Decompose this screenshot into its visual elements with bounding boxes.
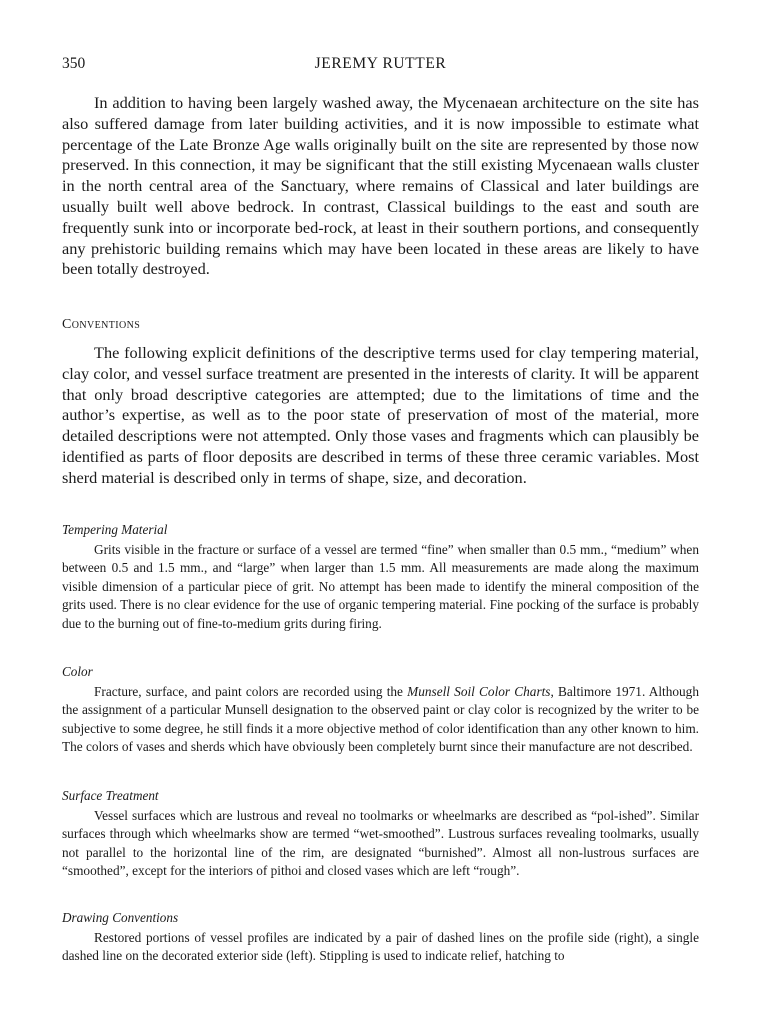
conventions-paragraph: The following explicit definitions of the descriptive terms used for clay tempering material, clay color, and vessel surface treatment are presented in the interests of clarity. It will be apparent that only broad descriptive categories are attempted; due to the limitations of time and the author’s expertise, as well as to the poor state of preservation of most of the material, more detailed descriptions were not attempted. Only those vases and fragments which can plausibly be identified as parts of floor deposits are described in terms of these three ceramic variables. Most sherd material is described only in terms of shape, size, and decoration. xyxy=(62,343,699,487)
color-heading: Color xyxy=(62,664,93,679)
tempering-heading: Tempering Material xyxy=(62,522,168,537)
color-text-end: , Baltimore 1971. Although the assignment of a particular Munsell designation to the observed paint or clay color is recognized by the writer to be subjective to some degree, he still finds it a more objective method of color identification than any other known to him. The colors of vases and sherds which have obviously been completely burnt since their manufacture are not described. xyxy=(62,684,699,755)
page-number: 350 xyxy=(62,55,86,72)
color-text xyxy=(62,683,699,757)
tempering-text: Grits visible in the fracture or surface of a vessel are termed “fine” when smaller than 0.5 mm., “medium” when between 0.5 and 1.5 mm., and “large” when larger than 1.5 mm. All measurements are made along the maximum visible dimension of a particular piece of grit. No attempt has been made to identify the mineral composition of the grits used. There is no clear evidence for the use of organic tempering material. Fine pocking of the surface is probably due to the burning out of fine-to-medium grits during firing. xyxy=(62,542,699,631)
drawing-heading: Drawing Conventions xyxy=(62,910,179,925)
page-header xyxy=(62,55,699,79)
surface-heading: Surface Treatment xyxy=(62,788,159,803)
running-head: JEREMY RUTTER xyxy=(314,55,447,72)
intro-paragraph: In addition to having been largely washed away, the Mycenaean architecture on the site has also suffered damage from later building activities, and it is now impossible to estimate what percentage of the Late Bronze Age walls originally built on the site are represented by those now preserved. In this connection, it may be significant that the still existing Mycenaean walls cluster in the north central area of the Sanctuary, where remains of Classical and later buildings are usually built well above bedrock. In contrast, Classical buildings to the east and south are frequently sunk into or incorporate bed-rock, at least in their southern portions, and consequently any prehistoric building remains which may have been located in these areas are likely to have been totally destroyed. xyxy=(62,93,699,279)
conventions-heading: Conventions xyxy=(62,317,141,332)
surface-text: Vessel surfaces which are lustrous and reveal no toolmarks or wheelmarks are described as “pol-ished”. Similar surfaces through which wheelmarks show are termed “wet-smoothed”. Lustrous surfaces revealing toolmarks, usually not parallel to the horizontal line of the rim, are designated “burnished”. Almost all non-lustrous surfaces are “smoothed”, except for the interiors of pithoi and closed vases which are left “rough”. xyxy=(62,808,699,879)
drawing-text: Restored portions of vessel profiles are indicated by a pair of dashed lines on the profile side (right), a single dashed line on the decorated exterior side (left). Stippling is used to indicate relief, hatching to xyxy=(62,930,699,964)
munsell-title: Munsell Soil Color Charts xyxy=(407,684,551,699)
color-text-start: Fracture, surface, and paint colors are recorded using the xyxy=(94,684,408,699)
